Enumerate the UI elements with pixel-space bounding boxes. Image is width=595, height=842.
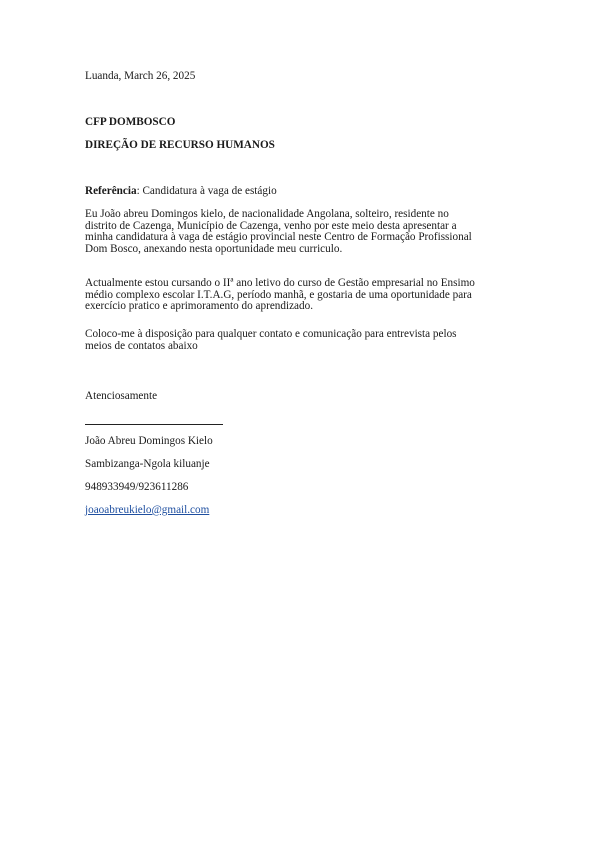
paragraph-line: minha candidatura à vaga de estágio provincial neste Centro de Formação Profissional — [85, 231, 472, 244]
paragraph-availability — [85, 329, 517, 352]
closing-salutation: Atenciosamente — [85, 390, 158, 402]
paragraph-line: Actualmente estou cursando o IIª ano letivo do curso de Gestão empresarial no Ensimo — [85, 277, 475, 289]
recipient-department: DIREÇÃO DE RECURSO HUMANOS — [85, 139, 275, 151]
paragraph-line: Coloco-me à disposição para qualquer contato e comunicação para entrevista pelos — [85, 328, 457, 340]
paragraph-line: Eu João abreu Domingos kielo, de nacionalidade Angolana, solteiro, residente no — [85, 208, 449, 220]
signature-email-line — [85, 504, 209, 517]
paragraph-line: médio complexo escolar I.T.A.G, período manhã, e gostaria de uma oportunidade para — [85, 288, 472, 301]
signature-address: Sambizanga-Ngola kiluanje — [85, 458, 210, 470]
paragraph-line: distrito de Cazenga, Município de Cazenga, venho por este meio desta apresentar a — [85, 219, 457, 232]
reference-label: Referência — [85, 185, 137, 197]
reference-line — [85, 185, 277, 198]
paragraph-line: Dom Bosco, anexando nesta oportunidade meu curriculo. — [85, 242, 343, 255]
recipient-org: CFP DOMBOSCO — [85, 116, 176, 128]
paragraph-line: exercício pratico e aprimoramento do aprendizado. — [85, 300, 313, 313]
paragraph-studies — [85, 278, 517, 313]
date-line: Luanda, March 26, 2025 — [85, 70, 196, 82]
email-link[interactable]: joaoabreukielo@gmail.com — [85, 504, 210, 516]
signature-line — [85, 424, 223, 425]
signature-phones: 948933949/923611286 — [85, 481, 189, 493]
paragraph-line: meios de contatos abaixo — [85, 339, 198, 352]
signature-name: João Abreu Domingos Kielo — [85, 435, 213, 447]
reference-text: : Candidatura à vaga de estágio — [136, 185, 277, 197]
paragraph-intro — [85, 209, 517, 255]
